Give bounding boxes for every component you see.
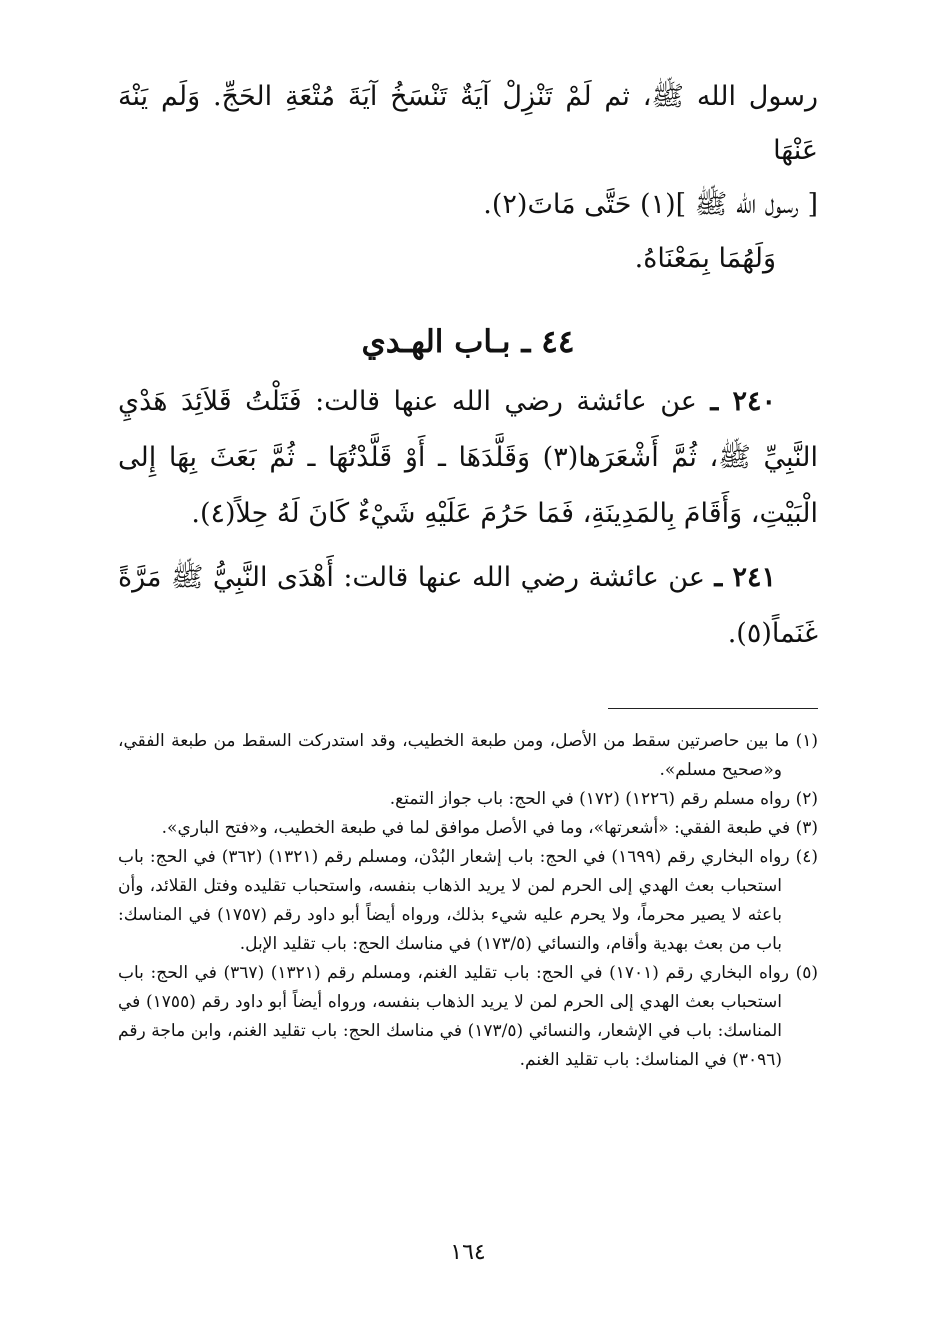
footnote-text: ما بين حاصرتين سقط من الأصل، ومن طبعة الخطيب، وقد استدركت السقط من طبعة الفقي، و«صحيح مسلم». <box>118 731 790 780</box>
section-heading: ٤٤ ـ بـاب الهـدي <box>361 324 575 360</box>
book-page <box>118 70 818 1320</box>
footnote-mark: (٥) <box>795 963 819 983</box>
footnote-separator <box>608 708 818 709</box>
footnote-mark: (٢) <box>795 789 818 809</box>
hadith-241 <box>118 550 818 662</box>
footnote-mark: (٣) <box>795 818 818 838</box>
hadith-number: ٢٤٠ ـ <box>710 386 777 417</box>
footnote-text: رواه البخاري رقم (١٧٠١) في الحج: باب تقليد الغنم، ومسلم رقم (١٣٢١) (٣٦٧) في الحج: باب استحباب بعث الهدي إلى الحرم لمن لا يريد الذهاب بنفسه، ورواه أيضاً أبو داود رقم (١٧٥٥) في المناسك: باب في الإشعار، والنسائي (١٧٣/٥) في مناسك الحج: باب تقليد الغنم، وابن ماجة رقم (٣٠٩٦) في المناسك: باب تقليد الغنم. <box>118 963 790 1070</box>
footnote <box>118 959 818 1075</box>
footnote <box>118 727 818 785</box>
main-text <box>118 70 818 286</box>
hadith-text: عن عائشة رضي الله عنها قالت: أَهْدَى النَّبِيُّ ﷺ مَرَّةً غَنَماً(٥). <box>118 562 818 649</box>
footnote <box>118 843 818 959</box>
riwaya-note: وَلَهُمَا بِمَعْنَاهُ. <box>634 243 776 274</box>
footnote-mark: (٤) <box>795 847 819 867</box>
footnote-mark: (١) <box>795 731 819 751</box>
footnote-text: رواه البخاري رقم (١٦٩٩) في الحج: باب إشعار البُدْن، ومسلم رقم (١٣٢١) (٣٦٢) في الحج: باب استحباب بعث الهدي إلى الحرم لمن لا يريد الذهاب بنفسه، واستحباب تقليده وفتل القلائد، وأن باعثه لا يصير محرماً، ولا يحرم عليه شيء بذلك، ورواه أيضاً أبو داود رقم (١٧٥٧) في المناسك: باب من بعث بهدية وأقام، والنسائي (١٧٣/٥) في مناسك الحج: باب تقليد الإبل. <box>118 847 790 954</box>
footnote-text: رواه مسلم رقم (١٢٢٦) (١٧٢) في الحج: باب جواز التمتع. <box>389 789 791 809</box>
footnote-text: في طبعة الفقي: «أشعرتها»، وما في الأصل موافق لما في طبعة الخطيب، و«فتح الباري». <box>161 818 791 838</box>
continued-text-line: [ رسول الله ﷺ ](١) حَتَّى مَاتَ(٢). <box>483 189 818 220</box>
footnote <box>118 785 818 814</box>
hadith-240 <box>118 374 818 542</box>
footnote <box>118 814 818 843</box>
continued-text-line: رسول الله ﷺ، ثم لَمْ تَنْزِلْ آيَةٌ تَنْسَخُ آيَةَ مُتْعَةِ الحَجِّ. وَلَم يَنْهَ عَنْهَا <box>118 81 818 166</box>
footnotes <box>118 727 818 1075</box>
hadith-text: عن عائشة رضي الله عنها قالت: فَتَلْتُ قَلاَئِدَ هَدْيِ النَّبِيِّ ﷺ، ثُمَّ أَشْعَرَها(٣) وَقَلَّدَهَا ـ أَوْ قَلَّدْتُهَا ـ ثُمَّ بَعَثَ بِهَا إِلى الْبَيْتِ، وَأَقَامَ بِالمَدِينَةِ، فَمَا حَرُمَ عَلَيْهِ شَيْءٌ كَانَ لَهُ حِلاً(٤). <box>118 386 818 529</box>
page-number: ١٦٤ <box>450 1240 486 1265</box>
hadith-number: ٢٤١ ـ <box>714 562 776 593</box>
